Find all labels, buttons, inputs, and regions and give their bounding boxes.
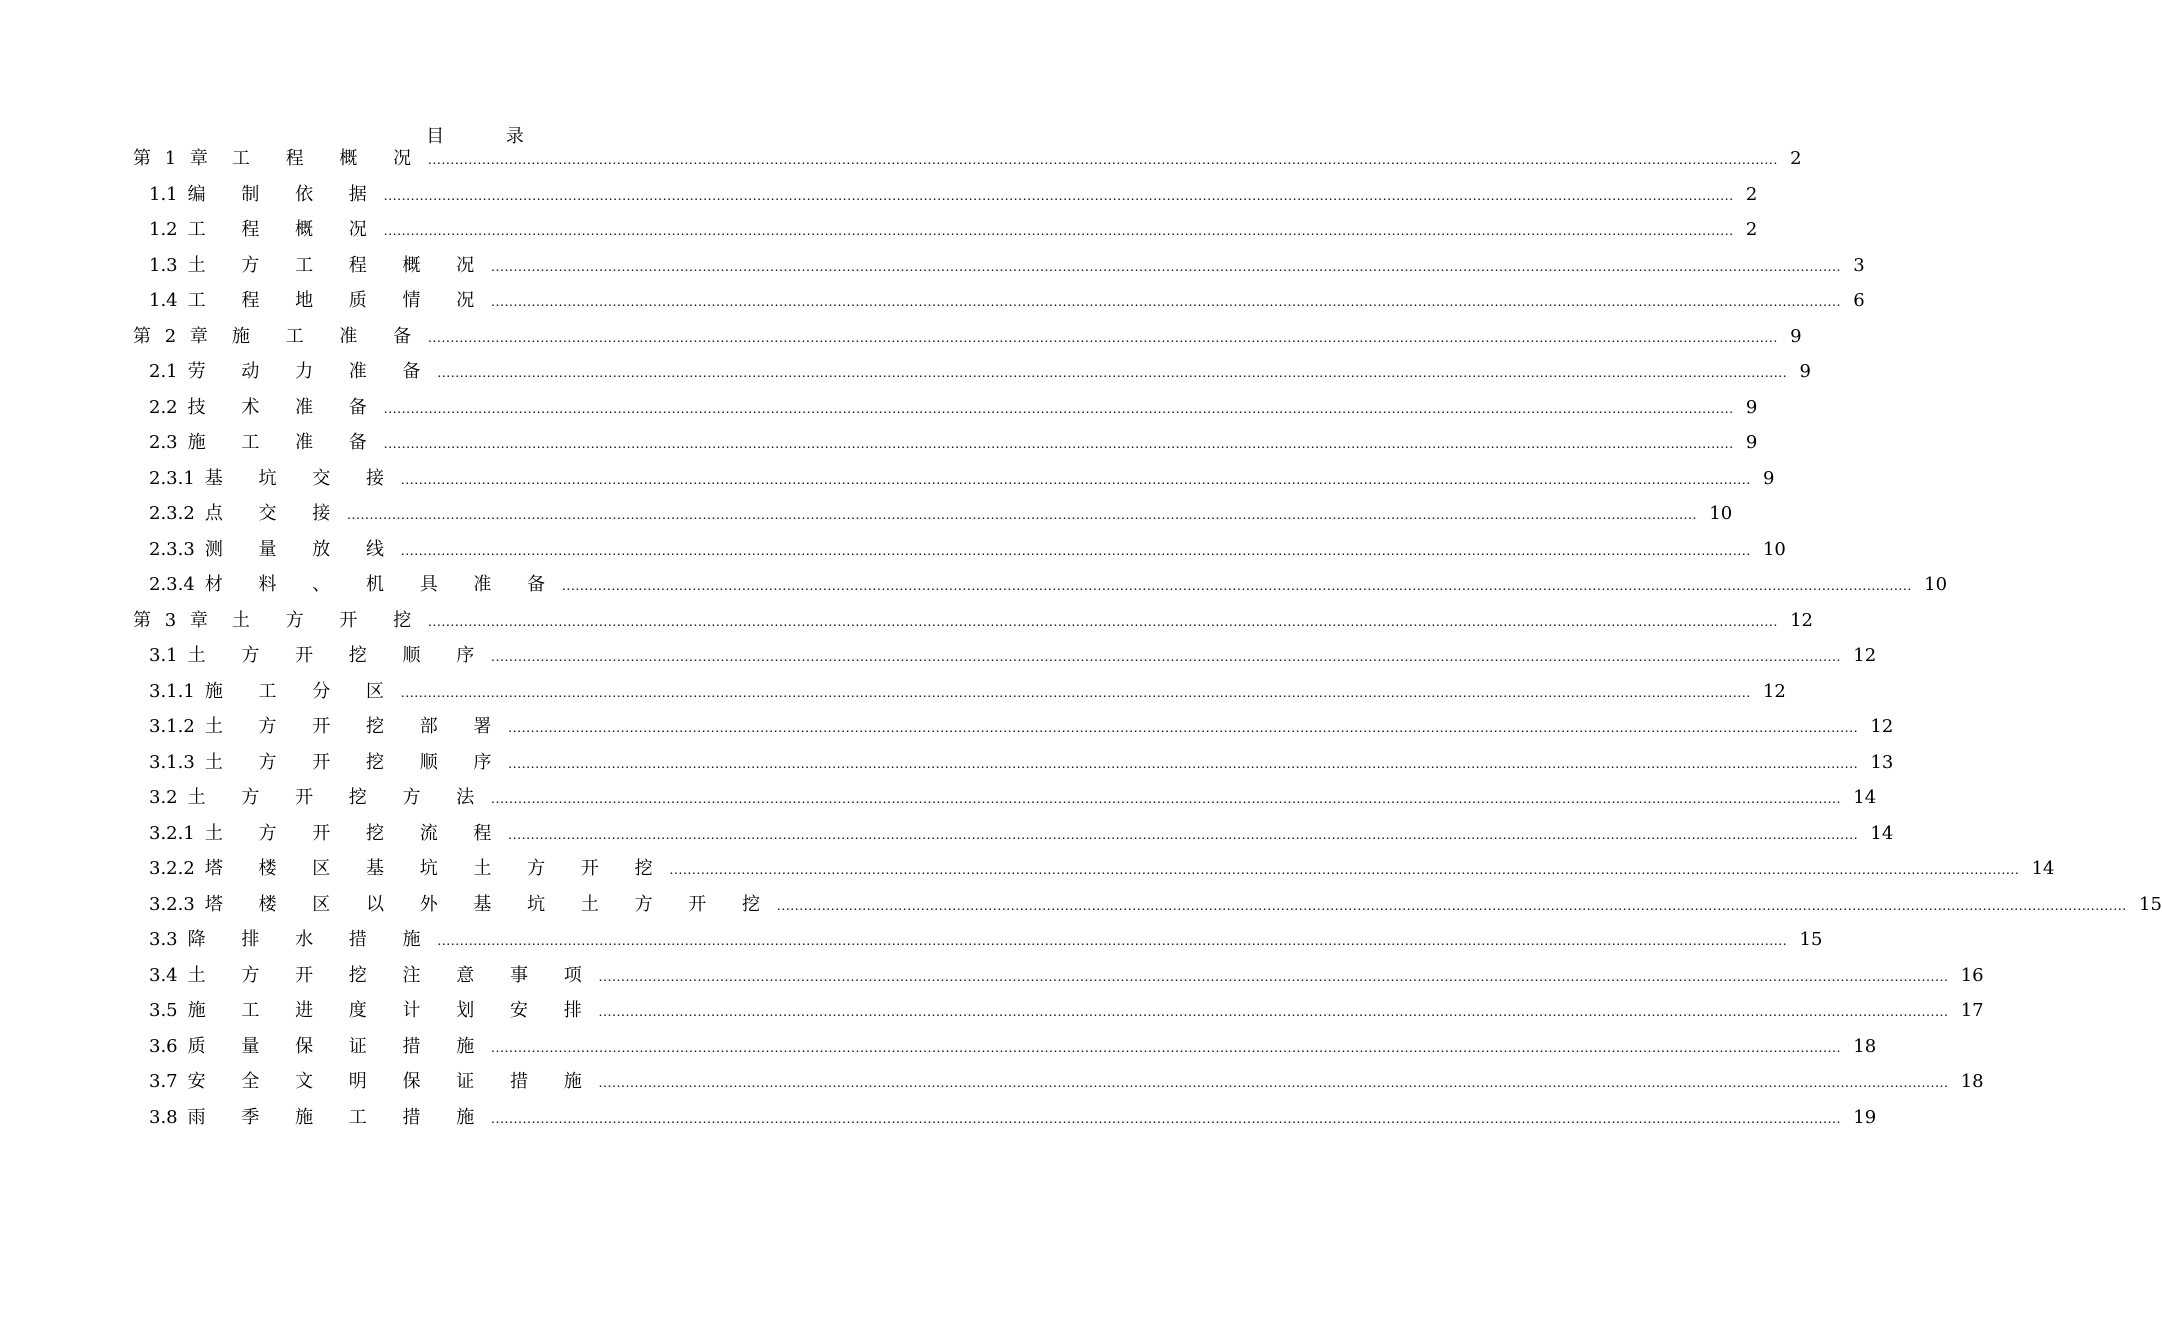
toc-dot-leader: ............................................................................................................................................................................................................................................................................................................ [508,756,1859,772]
toc-entry-number: 3.6 [149,1035,178,1057]
toc-dot-leader: ............................................................................................................................................................................................................................................................................................................ [347,508,1698,523]
toc-entry[interactable] [149,996,1984,1026]
toc-entry-label: 降 排 水 措 施 [187,929,436,950]
toc-entry[interactable] [149,464,1775,494]
toc-entry[interactable] [149,783,1877,813]
toc-entry-page: 3 [1853,254,1865,276]
toc-entry[interactable] [149,428,1758,458]
toc-title: 目 录 [426,126,552,147]
toc-entry-number: 1.2 [149,219,178,240]
toc-entry-number: 3.2.2 [149,858,195,879]
toc-entry-page: 12 [1853,645,1877,666]
toc-entry-page: 17 [1960,1000,1984,1021]
toc-entry-number: 1.4 [149,290,178,311]
toc-entry-number: 3.1 [149,645,178,666]
toc-entry[interactable] [133,144,1802,174]
toc-entry-number: 1.3 [149,254,178,276]
toc-entry-label: 编 制 依 据 [187,183,382,205]
toc-dot-leader: ............................................................................................................................................................................................................................................................................................................ [669,863,2020,878]
toc-entry[interactable] [149,1067,1984,1097]
toc-entry-page: 18 [1853,1035,1877,1057]
toc-entry-number: 3.5 [149,1000,178,1021]
toc-entry-number: 3.1.2 [149,716,195,737]
toc-entry-page: 14 [1853,787,1877,808]
toc-entry-number: 3.2.1 [149,822,195,844]
toc-entry-label: 塔 楼 区 基 坑 土 方 开 挖 [204,858,668,879]
toc-entry[interactable] [149,393,1758,423]
toc-dot-leader: ............................................................................................................................................................................................................................................................................................................ [508,827,1859,843]
toc-entry[interactable] [149,499,1733,529]
toc-entry[interactable] [133,606,1813,636]
toc-dot-leader: ............................................................................................................................................................................................................................................................................................................ [491,1040,1842,1056]
toc-entry-page: 9 [1762,467,1775,489]
toc-entry[interactable] [149,357,1811,387]
toc-entry-number: 3.8 [149,1106,178,1128]
toc-entry[interactable] [149,251,1865,281]
toc-entry-number: 3.1.1 [149,680,195,702]
toc-entry-label: 土 方 工 程 概 况 [187,254,490,276]
toc-entry-label: 土 方 开 挖 [231,609,427,631]
toc-dot-leader: ............................................................................................................................................................................................................................................................................................................ [491,259,1842,275]
toc-entry-page: 15 [1799,929,1823,950]
toc-entry-label: 安 全 文 明 保 证 措 施 [187,1071,597,1092]
toc-entry-page: 10 [1709,503,1733,524]
toc-dot-leader: ............................................................................................................................................................................................................................................................................................................ [491,295,1842,310]
toc-dot-leader: ............................................................................................................................................................................................................................................................................................................ [491,792,1842,807]
toc-entry-page: 13 [1870,751,1894,773]
toc-dot-leader: ............................................................................................................................................................................................................................................................................................................ [383,188,1734,204]
toc-entry-page: 12 [1870,716,1894,737]
toc-dot-leader: ............................................................................................................................................................................................................................................................................................................ [428,330,1779,346]
toc-entry-number: 第 3 章 [133,609,212,631]
toc-entry-page: 16 [1960,964,1984,986]
toc-dot-leader: ............................................................................................................................................................................................................................................................................................................ [400,543,1751,559]
toc-entry-label: 测 量 放 线 [204,538,399,560]
toc-entry-number: 1.1 [149,183,178,205]
toc-entry-label: 基 坑 交 接 [204,467,399,489]
toc-entry-number: 3.3 [149,929,178,950]
toc-dot-leader: ............................................................................................................................................................................................................................................................................................................ [598,1005,1949,1020]
toc-entry-label: 施 工 进 度 计 划 安 排 [187,1000,597,1021]
toc-dot-leader: ............................................................................................................................................................................................................................................................................................................ [491,650,1842,665]
toc-entry-label: 质 量 保 证 措 施 [187,1035,490,1057]
toc-entry[interactable] [149,215,1758,245]
toc-entry[interactable] [149,570,1948,600]
toc-entry-label: 土 方 开 挖 顺 序 [204,751,507,773]
toc-entry-page: 10 [1924,574,1948,595]
toc-entry-label: 工 程 地 质 情 况 [187,290,490,311]
toc-entry-number: 2.3.3 [149,538,195,560]
toc-entry-page: 9 [1745,432,1758,453]
toc-entry-label: 劳 动 力 准 备 [187,361,436,382]
toc-entry-label: 雨 季 施 工 措 施 [187,1106,490,1128]
toc-entry-page: 15 [2139,893,2162,915]
toc-dot-leader: ............................................................................................................................................................................................................................................................................................................ [400,472,1751,488]
toc-dot-leader: ............................................................................................................................................................................................................................................................................................................ [508,721,1859,736]
toc-entry-page: 14 [2031,858,2055,879]
toc-entry-page: 19 [1853,1106,1877,1128]
toc-entry-page: 10 [1762,538,1786,560]
toc-entry-label: 土 方 开 挖 部 署 [204,716,507,737]
toc-dot-leader: ............................................................................................................................................................................................................................................................................................................ [777,898,2128,914]
toc-entry-number: 2.3.4 [149,574,195,595]
toc-entry-number: 2.2 [149,396,178,418]
toc-entry-number: 2.1 [149,361,178,382]
toc-entry[interactable] [149,925,1823,955]
toc-entry[interactable] [149,854,2055,884]
toc-entry-number: 2.3.2 [149,503,195,524]
toc-entry-number: 3.4 [149,964,178,986]
toc-entry[interactable] [133,322,1802,352]
toc-entry-number: 2.3 [149,432,178,453]
toc-entry-page: 9 [1745,396,1758,418]
toc-entry[interactable] [149,677,1786,707]
toc-dot-leader: ............................................................................................................................................................................................................................................................................................................ [562,579,1913,594]
toc-entry-label: 施 工 准 备 [187,432,382,453]
toc-entry[interactable] [149,1032,1877,1062]
toc-dot-leader: ............................................................................................................................................................................................................................................................................................................ [383,401,1734,417]
toc-entry-number: 2.3.1 [149,467,195,489]
toc-entry[interactable] [149,180,1758,210]
toc-entry-page: 9 [1799,361,1811,382]
toc-entry-label: 土 方 开 挖 方 法 [187,787,490,808]
toc-entry-page: 12 [1790,609,1813,631]
toc-entry-label: 工 程 概 况 [231,148,427,169]
toc-entry-number: 第 2 章 [133,325,212,347]
toc-dot-leader: ............................................................................................................................................................................................................................................................................................................ [598,1076,1949,1091]
toc-entry-page: 2 [1745,183,1758,205]
toc-entry[interactable] [149,535,1786,565]
toc-dot-leader: ............................................................................................................................................................................................................................................................................................................ [598,969,1949,985]
toc-entry-number: 3.2 [149,787,178,808]
toc-entry-label: 施 工 准 备 [231,325,427,347]
toc-dot-leader: ............................................................................................................................................................................................................................................................................................................ [428,614,1779,630]
toc-entry-number: 3.2.3 [149,893,195,915]
toc-entry-page: 9 [1790,325,1802,347]
toc-entry-page: 6 [1853,290,1865,311]
toc-entry-number: 第 1 章 [133,148,212,169]
toc-entry[interactable] [149,1103,1877,1133]
toc-entry[interactable] [149,748,1894,778]
toc-entry[interactable] [149,819,1894,849]
toc-entry[interactable] [149,286,1865,316]
toc-dot-leader: ............................................................................................................................................................................................................................................................................................................ [437,366,1788,381]
toc-dot-leader: ............................................................................................................................................................................................................................................................................................................ [491,1111,1842,1127]
toc-entry-label: 工 程 概 况 [187,219,382,240]
toc-entry-label: 土 方 开 挖 流 程 [204,822,507,844]
toc-entry-label: 材 料 、 机 具 准 备 [204,574,561,595]
toc-entry[interactable] [149,712,1894,742]
toc-entry-number: 3.1.3 [149,751,195,773]
toc-entry[interactable] [149,961,1984,991]
toc-entry-label: 技 术 准 备 [187,396,382,418]
toc-dot-leader: ............................................................................................................................................................................................................................................................................................................ [428,153,1779,168]
toc-dot-leader: ............................................................................................................................................................................................................................................................................................................ [437,934,1788,949]
toc-entry-number: 3.7 [149,1071,178,1092]
toc-entry[interactable] [149,890,2162,920]
toc-entry-page: 12 [1762,680,1786,702]
toc-entry-page: 14 [1870,822,1894,844]
toc-entry-label: 施 工 分 区 [204,680,399,702]
toc-entry-page: 2 [1745,219,1758,240]
toc-entry-label: 土 方 开 挖 顺 序 [187,645,490,666]
toc-dot-leader: ............................................................................................................................................................................................................................................................................................................ [383,224,1734,239]
toc-entry[interactable] [149,641,1877,671]
toc-dot-leader: ............................................................................................................................................................................................................................................................................................................ [383,437,1734,452]
toc-entry-label: 土 方 开 挖 注 意 事 项 [187,964,597,986]
toc-entry-page: 2 [1790,148,1802,169]
toc-dot-leader: ............................................................................................................................................................................................................................................................................................................ [400,685,1751,701]
toc-entry-page: 18 [1960,1071,1984,1092]
toc-entry-label: 点 交 接 [204,503,346,524]
toc-entry-label: 塔 楼 区 以 外 基 坑 土 方 开 挖 [204,893,776,915]
